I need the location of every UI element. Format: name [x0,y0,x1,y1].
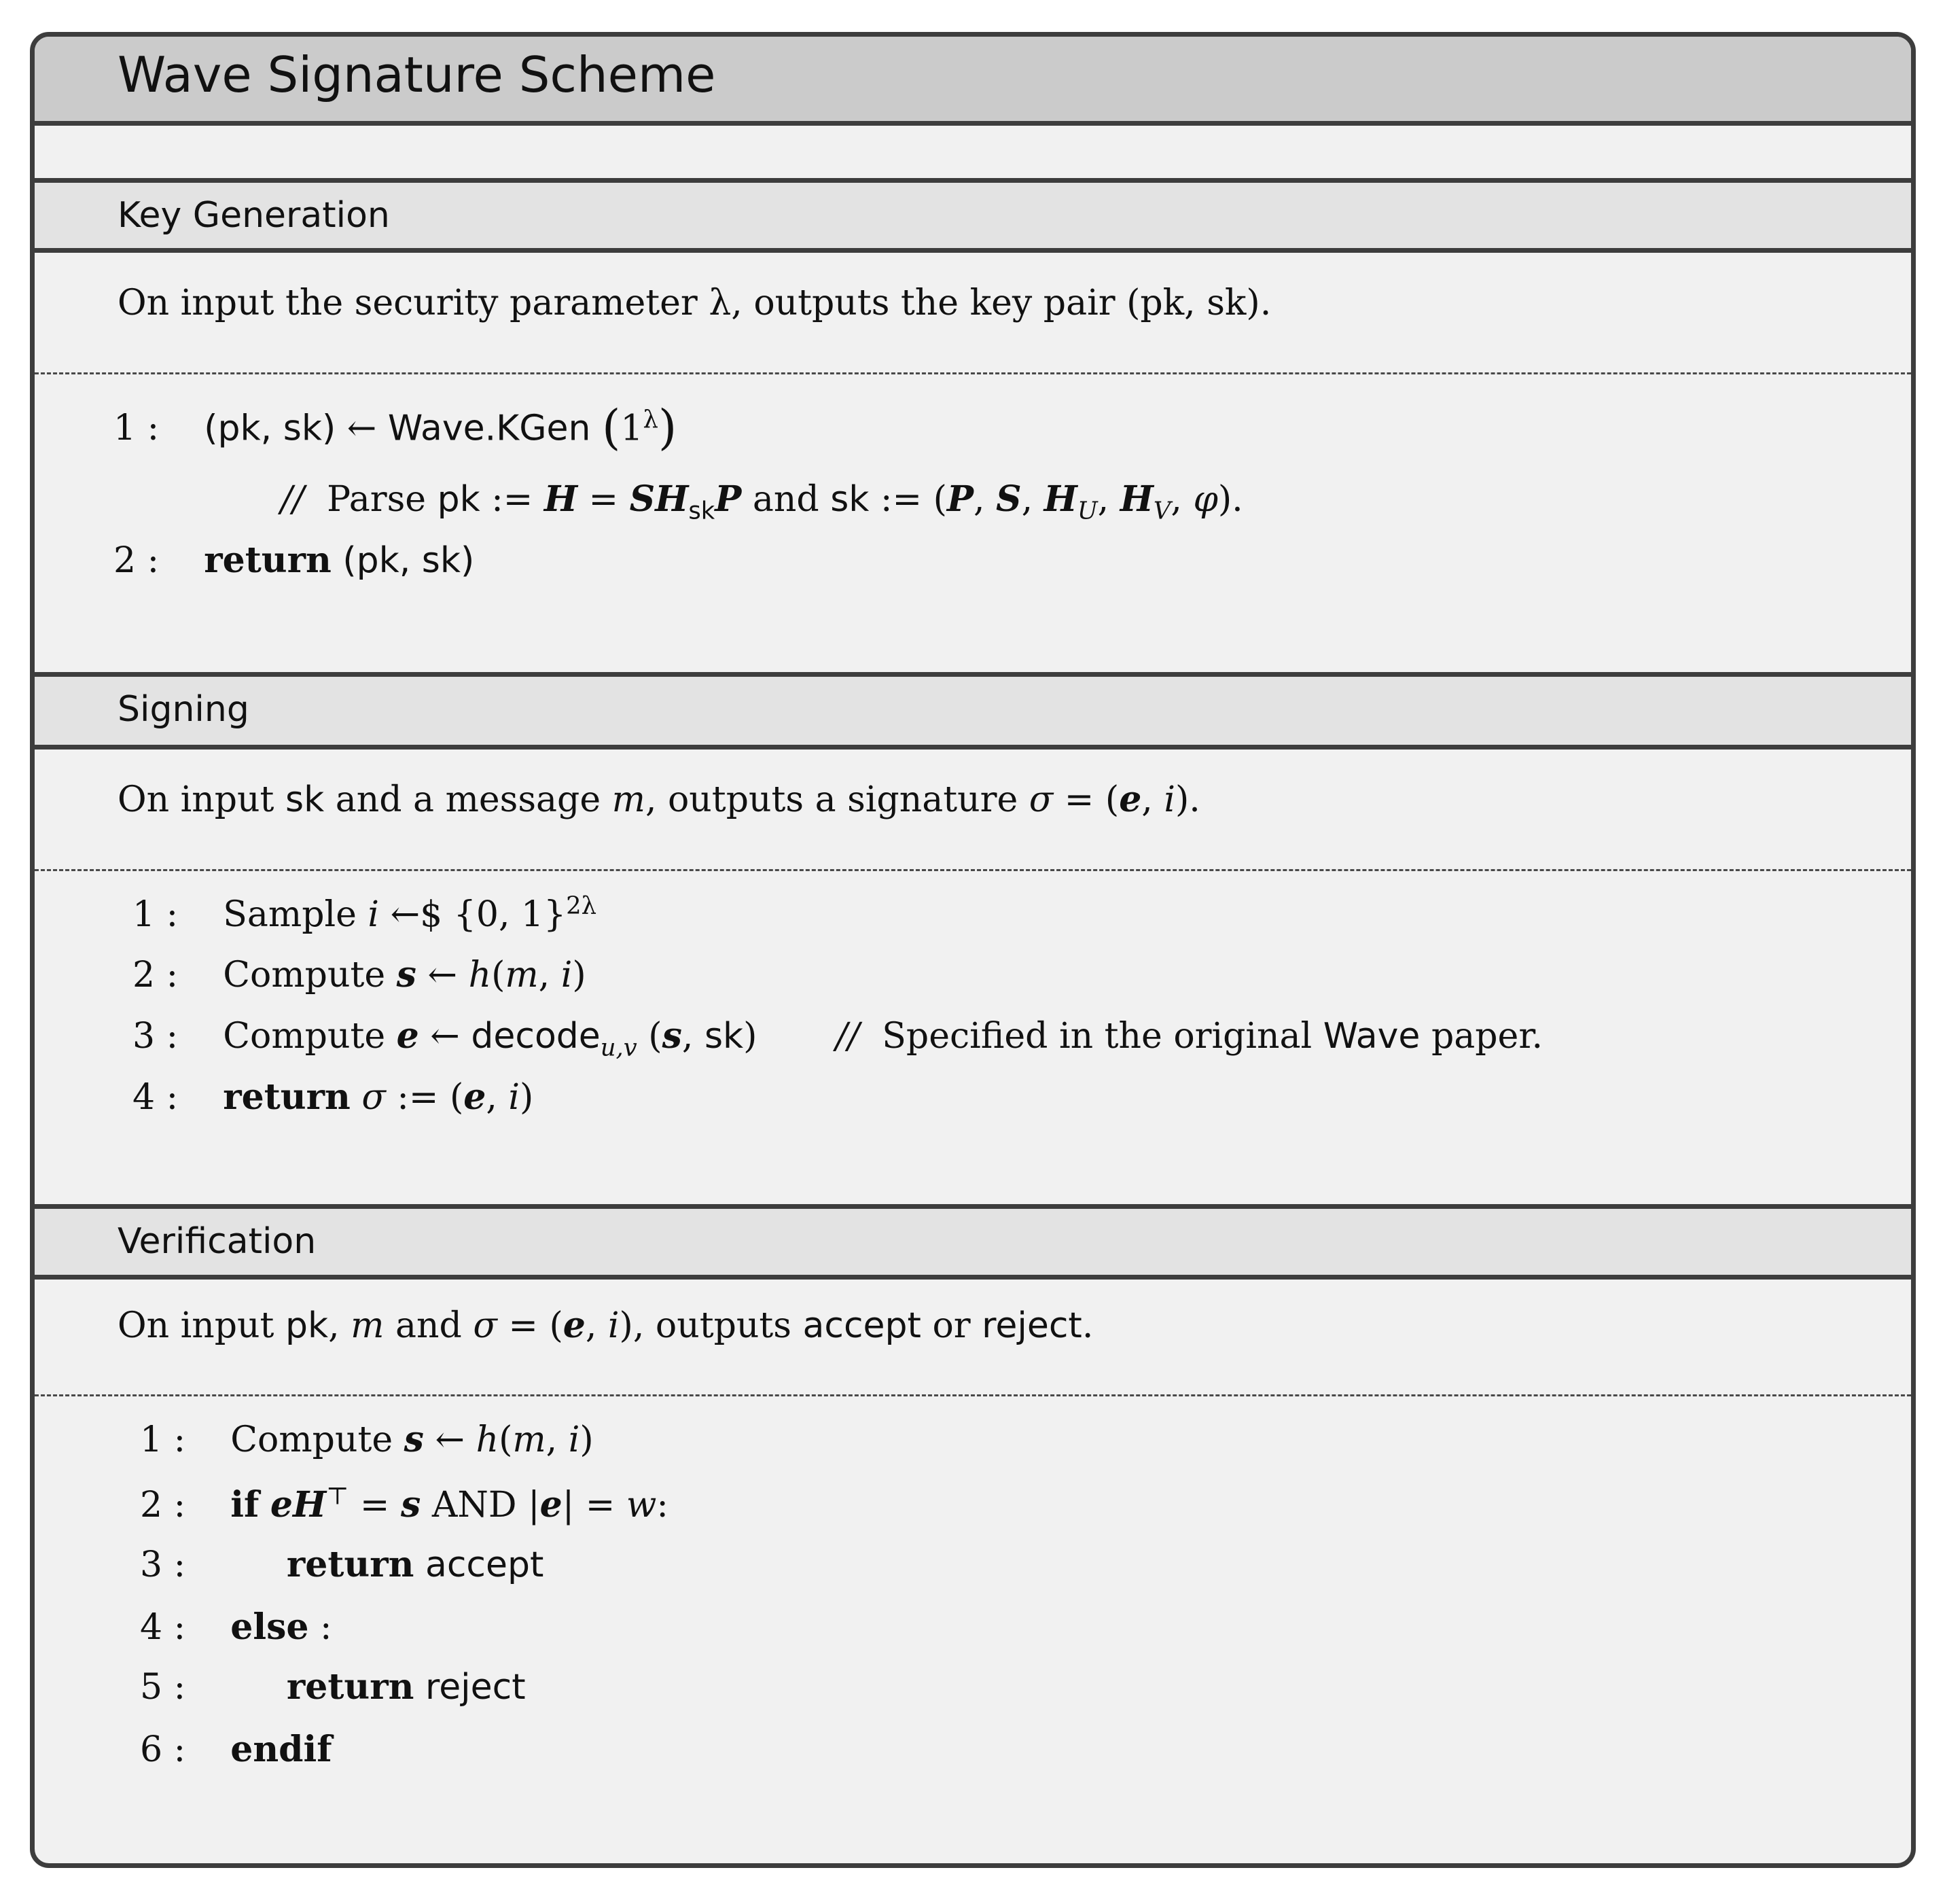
keygen-heading: Key Generation [118,195,390,236]
scheme-title: Wave Signature Scheme [118,46,716,103]
verification-heading: Verification [118,1221,317,1262]
keygen-header [35,178,1911,253]
keygen-divider [35,372,1911,374]
verification-divider [35,1394,1911,1396]
verification-line-1: 1 : Compute s ← h(m, i) [140,1419,594,1460]
signing-header [35,672,1911,750]
verification-line-4: 4 : else : [140,1606,332,1648]
signing-line-2: 2 : Compute s ← h(m, i) [132,954,586,995]
algorithm-box [30,32,1916,1868]
verification-header [35,1204,1911,1280]
signing-line-3: 3 : Compute e ← decode$_{u,v}$ (s, sk) // Specified in the original Wave paper. [132,1015,1543,1062]
signing-description: On input sk and a message m, outputs a signature σ = (e, i). [118,779,1200,820]
keygen-line-1: 1 : (pk, sk) ← Wave.KGen $(1^\lambda)$ [113,400,677,455]
verification-description: On input pk, m and σ = (e, i), outputs accept or reject. [118,1305,1094,1346]
verification-line-3: 3 : return accept [140,1544,544,1585]
verification-line-5: 5 : return reject [140,1666,526,1708]
keygen-line-2: 2 : return (pk, sk) [113,540,475,581]
verification-line-2: 2 : if eH⊤ = s AND |e| = w: [140,1482,668,1526]
title-bar [35,37,1911,126]
verification-line-6: 6 : endif [140,1729,332,1770]
signing-divider [35,869,1911,871]
keygen-comment: // Parse pk := $H = SH_{sk}P$ and sk := (P, S, $H_U$, $H_V$, φ). [281,478,1243,525]
keygen-description: On input the security parameter λ, outputs the key pair (pk, sk). [118,283,1272,323]
signing-heading: Signing [118,689,249,730]
signing-line-1: 1 : Sample i ←$ {0, 1}$^{2\lambda}$ [132,892,597,935]
signing-line-4: 4 : return σ := (e, i) [132,1076,534,1118]
